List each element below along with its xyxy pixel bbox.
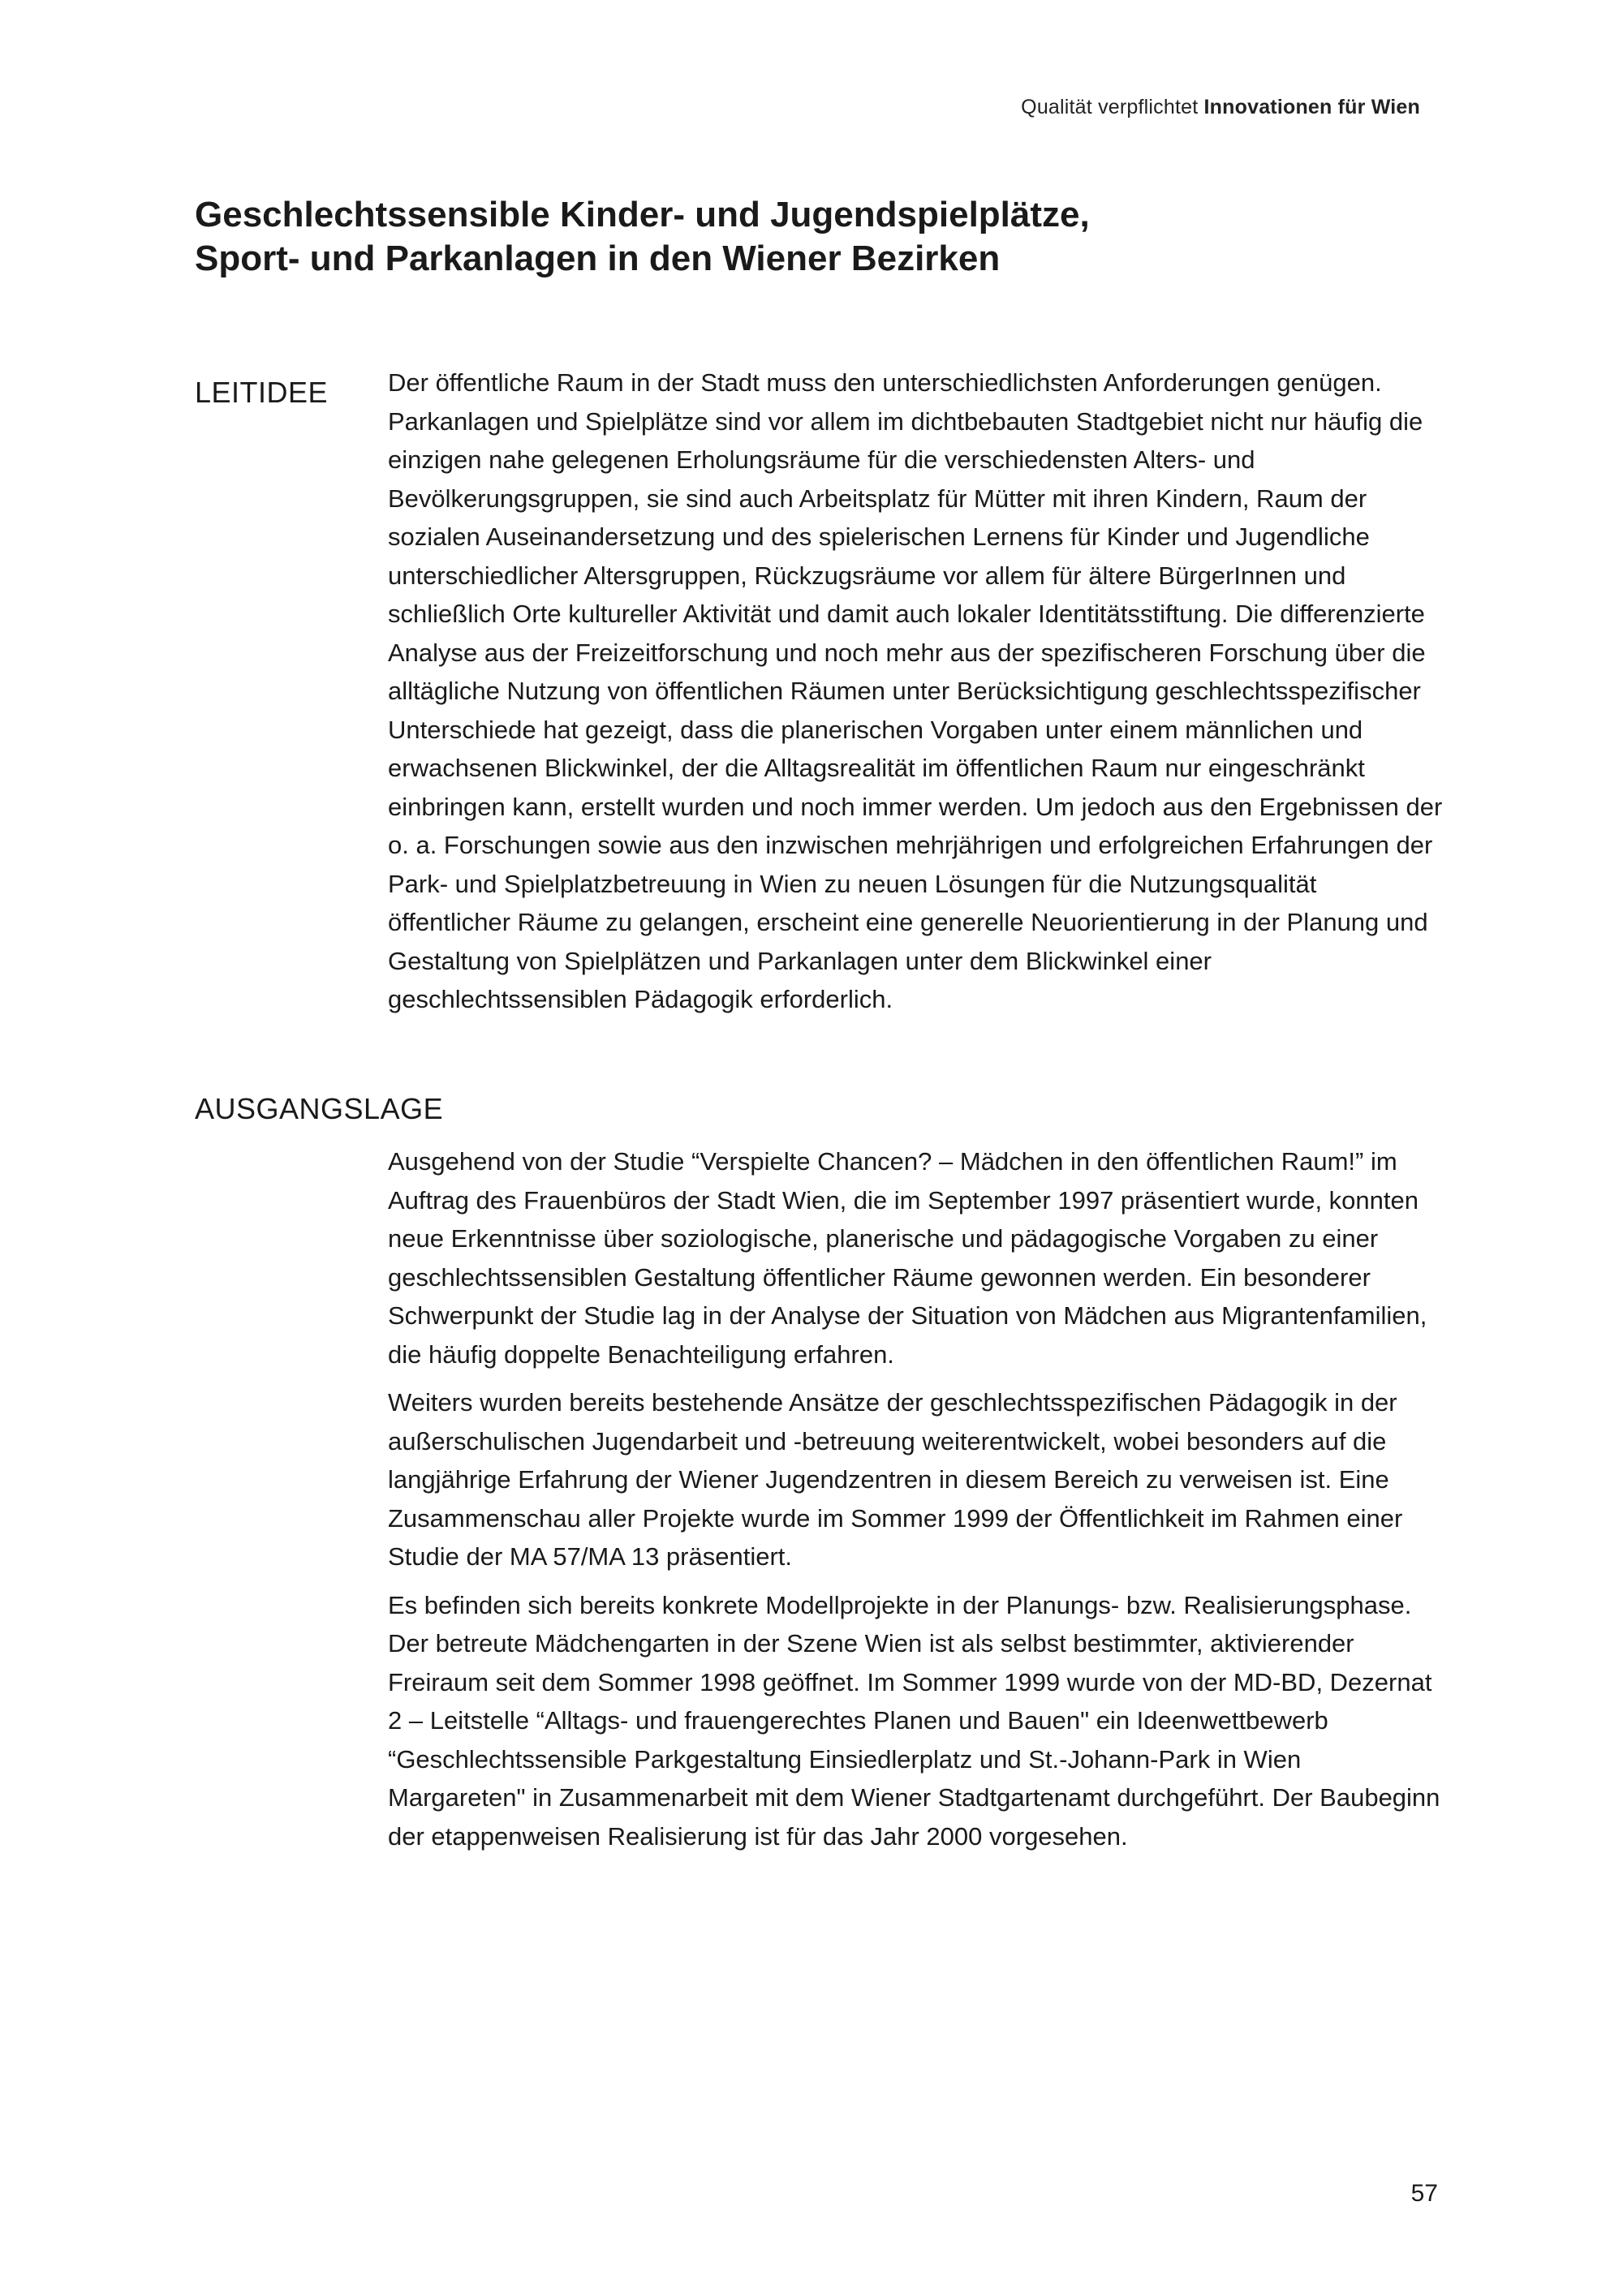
header-prefix: Qualität verpflichtet <box>1021 96 1199 118</box>
paragraph: Ausgehend von der Studie “Verspielte Chancen? – Mädchen in den öffentlichen Raum!” im Auftrag des Frauenbüros der Stadt Wien, die im September 1997 präsentiert wurde, konnten neue Erkenntnisse über soziologische, planerische und pädagogische Vorgaben zu einer geschlechtssensiblen Gestaltung öffentlicher Räume gewonnen werden. Ein besonderer Schwerpunkt der Studie lag in der Analyse der Situation von Mädchen aus Migrantenfamilien, die häufig doppelte Benachteiligung erfahren. <box>388 1147 1427 1369</box>
section-label-ausgangslage: AUSGANGSLAGE <box>195 1092 444 1125</box>
header-emphasis: Innovationen für Wien <box>1203 96 1420 118</box>
page-number: 57 <box>1410 2180 1438 2207</box>
page-title <box>195 193 1461 281</box>
section-body-leitidee <box>388 363 1443 1019</box>
running-header <box>1021 96 1420 119</box>
paragraph: Es befinden sich bereits konkrete Modellprojekte in der Planungs- bzw. Realisierungsphase. Der betreute Mädchengarten in der Szene Wien ist als selbst bestimmter, aktivierender Freiraum seit dem Sommer 1998 geöffnet. Im Sommer 1999 wurde von der MD-BD, Dezernat 2 – Leitstelle “Alltags- und frauengerechtes Planen und Bauen" ein Ideenwettbewerb “Geschlechtssensible Parkgestaltung Einsiedlerplatz und St.-Johann-Park in Wien Margareten" in Zusammenarbeit mit dem Wiener Stadtgartenamt durchgeführt. Der Baubeginn der etappenweisen Realisierung ist für das Jahr 2000 vorgesehen. <box>388 1590 1440 1851</box>
page-title-line-2: Sport- und Parkanlagen in den Wiener Bezirken <box>195 239 1001 278</box>
section-label-leitidee: LEITIDEE <box>195 376 329 409</box>
paragraph: Weiters wurden bereits bestehende Ansätze der geschlechtsspezifischen Pädagogik in der außerschulischen Jugendarbeit und -betreuung weiterentwickelt, wobei besonders auf die langjährige Erfahrung der Wiener Jugendzentren in diesem Bereich zu verweisen ist. Eine Zusammenschau aller Projekte wurde im Sommer 1999 der Öffentlichkeit im Rahmen einer Studie der MA 57/MA 13 präsentiert. <box>388 1388 1403 1571</box>
paragraph: Der öffentliche Raum in der Stadt muss den unterschiedlichsten Anforderungen genügen. Parkanlagen und Spielplätze sind vor allem im dichtbebauten Stadtgebiet nicht nur häufig die einzigen nahe gelegenen Erholungsräume für die verschiedensten Alters- und Bevölkerungsgruppen, sie sind auch Arbeitsplatz für Mütter mit ihren Kindern, Raum der sozialen Auseinandersetzung und des spielerischen Lernens für Kinder und Jugendliche unterschiedlicher Altersgruppen, Rückzugsräume vor allem für ältere BürgerInnen und schließlich Orte kultureller Aktivität und damit auch lokaler Identitätsstiftung. Die differenzierte Analyse aus der Freizeitforschung und noch mehr aus der spezifischeren Forschung über die alltägliche Nutzung von öffentlichen Räumen unter Berücksichtigung geschlechtsspezifischer Unterschiede hat gezeigt, dass die planerischen Vorgaben unter einem männlichen und erwachsenen Blickwinkel, der die Alltagsrealität im öffentlichen Raum nur eingeschränkt einbringen kann, erstellt wurden und noch immer werden. Um jedoch aus den Ergebnissen der o. a. Forschungen sowie aus den inzwischen mehrjährigen und erfolgreichen Erfahrungen der Park- und Spielplatzbetreuung in Wien zu neuen Lösungen für die Nutzungsqualität öffentlicher Räume zu gelangen, erscheint eine generelle Neuorientierung in der Planung und Gestaltung von Spielplätzen und Parkanlagen unter dem Blickwinkel einer geschlechtssensiblen Pädagogik erforderlich. <box>388 368 1443 1013</box>
section-body-ausgangslage <box>388 1142 1443 1855</box>
page-title-line-1: Geschlechtssensible Kinder- und Jugendspielplätze, <box>195 195 1090 234</box>
